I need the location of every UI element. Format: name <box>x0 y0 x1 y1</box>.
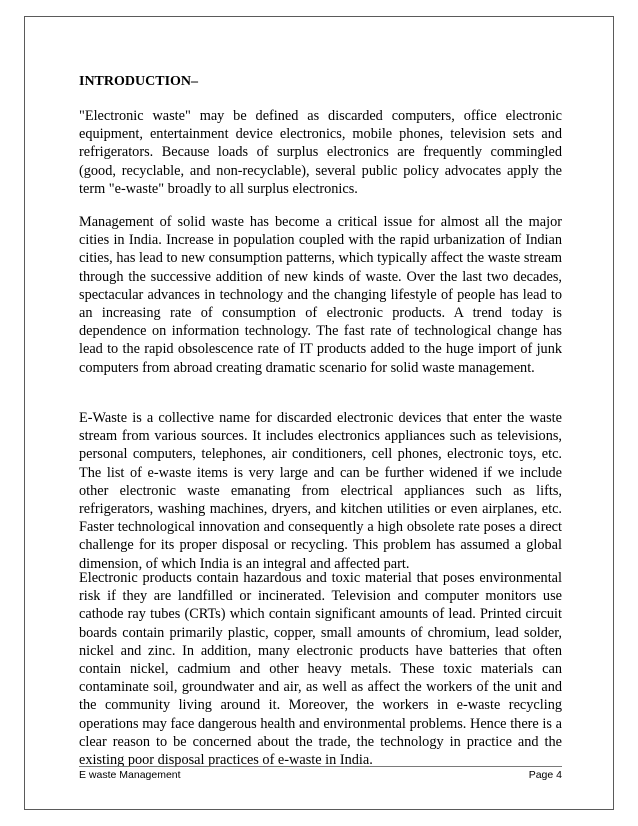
paragraph-e-waste-description: E-Waste is a collective name for discarded electronic devices that enter the waste stream from various sources. It includes electronics appliances such as televisions, personal computers, telephones, air conditioners, cell phones, electronic toys, etc. The list of e-waste items is very large and can be further widened if we include other electronic waste emanating from electrical appliances such as lifts, refrigerators, washing machines, dryers, and kitchen utilities or even airplanes, etc. Faster technological innovation and consequently a high obsolete rate poses a direct challenge for its proper disposal or recycling. This problem has assumed a global dimension, of which India is an integral and affected part. <box>79 410 562 572</box>
paragraph-hazardous-materials: Electronic products contain hazardous and toxic material that poses environmental risk if they are landfilled or incinerated. Television and computer monitors use cathode ray tubes (CRTs) which contain significant amounts of lead. Printed circuit boards contain primarily plastic, copper, small amounts of chromium, lead solder, nickel and zinc. In addition, many electronic products have batteries that often contain nickel, cadmium and other heavy metals. These toxic materials can contaminate soil, groundwater and air, as well as affect the workers of the unit and the community living around it. Moreover, the workers in e-waste recycling operations may face dangerous health and environmental problems. Hence there is a clear reason to be concerned about the trade, the technology in practice and the existing poor disposal practices of e-waste in India. <box>79 570 562 769</box>
paragraph-definition: "Electronic waste" may be defined as discarded computers, office electronic equipment, entertainment device electronics, mobile phones, television sets and refrigerators. Because loads of surplus electronics are frequently commingled (good, recyclable, and non-recyclable), several public policy advocates apply the term "e-waste" broadly to all surplus electronics. <box>79 108 562 197</box>
footer-page-number: Page 4 <box>528 769 562 781</box>
section-heading: INTRODUCTION– <box>79 74 199 89</box>
footer-divider <box>79 766 562 767</box>
footer-document-title: E waste Management <box>79 769 181 781</box>
paragraph-solid-waste-management: Management of solid waste has become a critical issue for almost all the major cities in India. Increase in population coupled with the rapid urbanization of Indian cities, has lead to new consumption patterns, which typically affect the waste stream through the successive addition of new kinds of waste. Over the last two decades, spectacular advances in technology and the changing lifestyle of people has lead to an increasing rate of consumption of electronic products. A trend today is dependence on information technology. The fast rate of technological change has lead to the rapid obsolescence rate of IT products added to the huge import of junk computers from abroad creating dramatic scenario for solid waste management. <box>79 214 562 376</box>
